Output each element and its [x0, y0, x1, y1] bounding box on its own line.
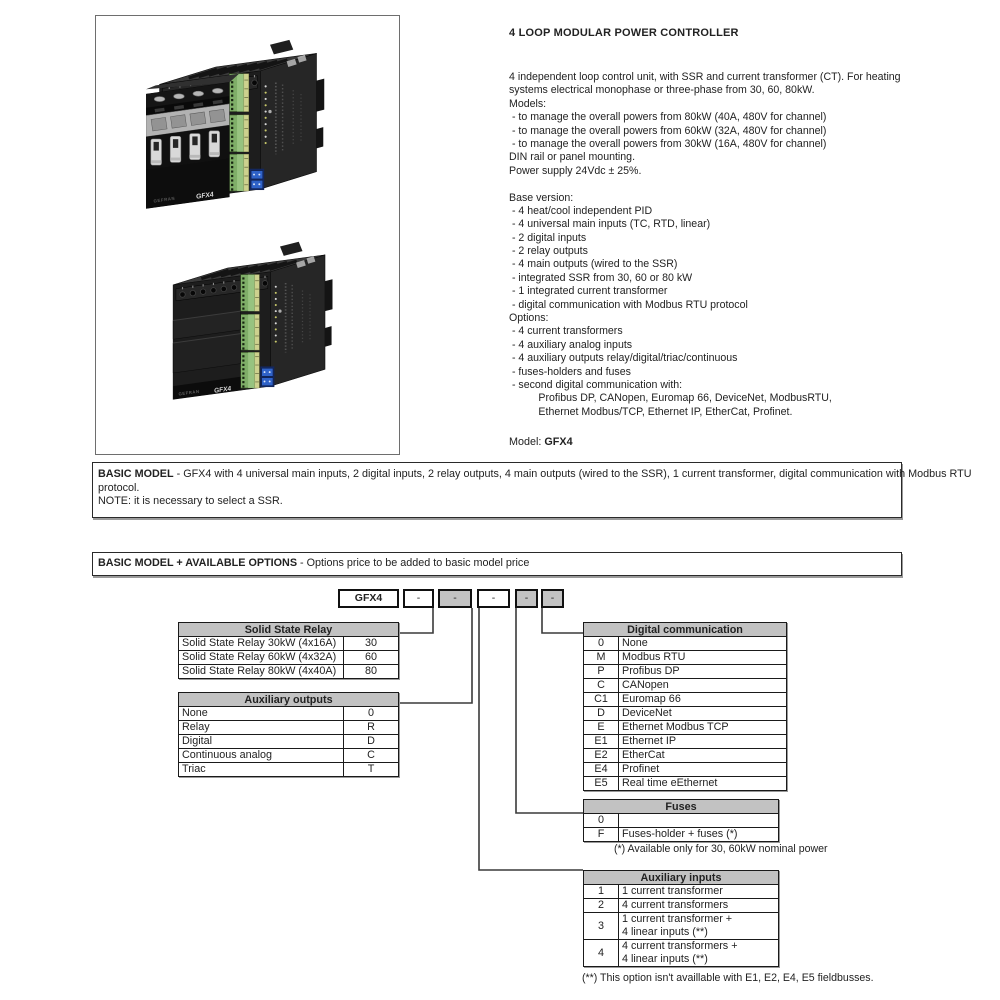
table-title: Digital communication — [584, 623, 787, 637]
label-cell: 4 current transformers — [619, 899, 779, 913]
label-cell: 1 current transformer + 4 linear inputs (**) — [619, 913, 779, 940]
description-line: - 4 universal main inputs (TC, RTD, linear) — [509, 218, 711, 231]
product-description — [509, 71, 901, 419]
brand-label: GEFRAN — [178, 388, 200, 397]
code-cell: 3 — [584, 913, 619, 940]
code-cell: C — [344, 749, 399, 763]
description-line — [509, 178, 901, 191]
label-cell: None — [619, 637, 787, 651]
page-title: 4 LOOP MODULAR POWER CONTROLLER — [509, 27, 739, 39]
label-cell — [619, 814, 779, 828]
code-cell: T — [344, 763, 399, 777]
label-cell: Ethernet IP — [619, 735, 787, 749]
table-row — [584, 679, 787, 693]
auxiliary-outputs-table — [178, 692, 399, 777]
ordering-slot-digital-comm: - — [541, 589, 564, 608]
label-cell: Profibus DP — [619, 665, 787, 679]
fuses-table — [583, 799, 779, 842]
table-row — [584, 665, 787, 679]
description-line: - 2 relay outputs — [509, 245, 588, 258]
solid-state-relay-table — [178, 622, 399, 679]
description-line: - 4 auxiliary outputs relay/digital/triac/continuous — [509, 352, 738, 365]
options-box — [92, 552, 902, 576]
brand-label: GEFRAN — [153, 195, 176, 204]
auxiliary-inputs-table — [583, 870, 779, 967]
code-cell: 0 — [584, 637, 619, 651]
label-cell: Solid State Relay 80kW (4x40A) — [179, 665, 344, 679]
options-box-text: - Options price to be added to basic model price — [297, 557, 530, 569]
label-cell: Fuses-holder + fuses (*) — [619, 828, 779, 842]
table-row — [179, 749, 399, 763]
basic-model-note: NOTE: it is necessary to select a SSR. — [98, 495, 283, 508]
description-line: Ethernet Modbus/TCP, Ethernet IP, EtherCat, Profinet. — [509, 405, 793, 418]
description-line: - 1 integrated current transformer — [509, 285, 668, 298]
label-cell: None — [179, 707, 344, 721]
table-row — [179, 707, 399, 721]
code-cell: C — [584, 679, 619, 693]
label-cell: Relay — [179, 721, 344, 735]
table-title: Auxiliary inputs — [584, 871, 779, 885]
label-cell: Triac — [179, 763, 344, 777]
table-row — [584, 885, 779, 899]
description-line: Models: — [509, 97, 547, 110]
description-line: - fuses-holders and fuses — [509, 365, 631, 378]
table-row — [584, 735, 787, 749]
table-title: Auxiliary outputs — [179, 693, 399, 707]
table-row — [584, 828, 779, 842]
label-cell: Ethernet Modbus TCP — [619, 721, 787, 735]
label-cell: Real time eEthernet — [619, 777, 787, 791]
fuse-holder-module — [146, 74, 239, 209]
code-cell: 2 — [584, 899, 619, 913]
description-line: - second digital communication with: — [509, 378, 683, 391]
fuses-note: (*) Available only for 30, 60kW nominal power — [614, 843, 828, 855]
label-cell: Modbus RTU — [619, 651, 787, 665]
code-cell: R — [344, 721, 399, 735]
code-cell: 4 — [584, 940, 619, 967]
code-cell: 80 — [344, 665, 399, 679]
code-cell: E2 — [584, 749, 619, 763]
table-row — [584, 913, 779, 940]
auxiliary-inputs-note: (**) This option isn't availlable with E1, E2, E4, E5 fieldbusses. — [582, 972, 874, 984]
label-cell: EtherCat — [619, 749, 787, 763]
code-cell: P — [584, 665, 619, 679]
description-line: Options: — [509, 312, 549, 325]
front-ribs — [173, 311, 241, 373]
ordering-slot-fuses: - — [515, 589, 538, 608]
table-row — [179, 651, 399, 665]
description-line: - digital communication with Modbus RTU protocol — [509, 298, 748, 311]
code-cell: 0 — [344, 707, 399, 721]
description-line: systems electrical monophase or three-phase from 30, 60, 80kW. — [509, 84, 815, 97]
basic-model-text: - GFX4 with 4 universal main inputs, 2 digital inputs, 2 relay outputs, 4 main outputs (wired to the SSR), 1 current transformer, digital communication with Modbus RTU — [173, 468, 972, 480]
label-cell: Solid State Relay 30kW (4x16A) — [179, 637, 344, 651]
product-image-panel — [95, 15, 400, 455]
description-line: Base version: — [509, 191, 574, 204]
description-line: - to manage the overall powers from 80kW (40A, 480V for channel) — [509, 111, 827, 124]
description-line: - 4 auxiliary analog inputs — [509, 338, 633, 351]
model-label: GFX4 — [195, 191, 215, 201]
digital-communication-table — [583, 622, 787, 791]
description-line: - 4 heat/cool independent PID — [509, 204, 653, 217]
description-line: DIN rail or panel mounting. — [509, 151, 636, 164]
table-row — [179, 735, 399, 749]
label-cell: 4 current transformers + 4 linear inputs (**) — [619, 940, 779, 967]
label-cell: Digital — [179, 735, 344, 749]
table-row — [584, 814, 779, 828]
description-line: Power supply 24Vdc ± 25%. — [509, 164, 642, 177]
code-cell: E5 — [584, 777, 619, 791]
code-cell: D — [344, 735, 399, 749]
table-row — [584, 749, 787, 763]
code-cell: D — [584, 707, 619, 721]
description-line: - integrated SSR from 30, 60 or 80 kW — [509, 271, 693, 284]
basic-model-text-cont: protocol. — [98, 481, 140, 494]
table-row — [584, 637, 787, 651]
model-label: GFX4 — [213, 385, 232, 395]
code-cell: E — [584, 721, 619, 735]
table-title: Solid State Relay — [179, 623, 399, 637]
ordering-slot-aux-inputs: - — [477, 589, 510, 608]
table-row — [584, 763, 787, 777]
ordering-slot-aux-outputs: - — [438, 589, 472, 608]
table-row — [179, 665, 399, 679]
code-cell: 30 — [344, 637, 399, 651]
code-cell: E1 — [584, 735, 619, 749]
ordering-slot-ssr: - — [403, 589, 434, 608]
description-line: - 4 current transformers — [509, 325, 623, 338]
label-cell: Euromap 66 — [619, 693, 787, 707]
description-line: - to manage the overall powers from 60kW (32A, 480V for channel) — [509, 124, 827, 137]
description-line: 4 independent loop control unit, with SSR and current transformer (CT). For heating — [509, 71, 901, 83]
code-cell: F — [584, 828, 619, 842]
label-cell: 1 current transformer — [619, 885, 779, 899]
model-value: GFX4 — [544, 436, 573, 448]
table-row — [584, 777, 787, 791]
options-box-title: BASIC MODEL + AVAILABLE OPTIONS — [98, 557, 298, 569]
label-cell: Solid State Relay 60kW (4x32A) — [179, 651, 344, 665]
table-row — [584, 693, 787, 707]
table-row — [179, 637, 399, 651]
table-row — [584, 940, 779, 967]
table-row — [584, 721, 787, 735]
table-title: Fuses — [584, 800, 779, 814]
label-cell: DeviceNet — [619, 707, 787, 721]
code-cell: 60 — [344, 651, 399, 665]
code-cell: M — [584, 651, 619, 665]
label-cell: Continuous analog — [179, 749, 344, 763]
code-cell: 0 — [584, 814, 619, 828]
label-cell: CANopen — [619, 679, 787, 693]
product-photo-base-unit — [160, 238, 340, 403]
table-row — [584, 707, 787, 721]
table-row — [584, 899, 779, 913]
description-line: - 4 main outputs (wired to the SSR) — [509, 258, 678, 271]
code-cell: 1 — [584, 885, 619, 899]
basic-model-box — [92, 462, 972, 518]
basic-model-title: BASIC MODEL — [98, 468, 174, 480]
product-photo-with-fuses — [146, 36, 332, 210]
description-line: - to manage the overall powers from 30kW (16A, 480V for channel) — [509, 137, 827, 150]
table-row — [179, 721, 399, 735]
model-line — [509, 436, 573, 448]
code-cell: C1 — [584, 693, 619, 707]
code-cell: E4 — [584, 763, 619, 777]
model-label: Model: — [509, 436, 545, 448]
description-line: - 2 digital inputs — [509, 231, 587, 244]
label-cell: Profinet — [619, 763, 787, 777]
description-line: Profibus DP, CANopen, Euromap 66, DeviceNet, ModbusRTU, — [509, 392, 832, 405]
table-row — [584, 651, 787, 665]
table-row — [179, 763, 399, 777]
ordering-model-box: GFX4 — [338, 589, 399, 608]
